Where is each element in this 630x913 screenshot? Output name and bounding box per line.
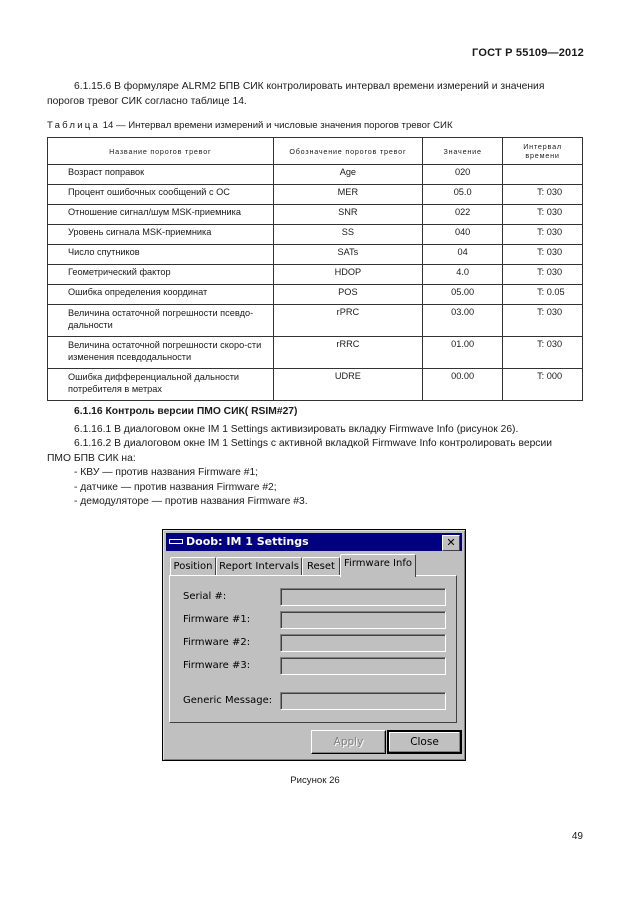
- cell-code: rRRC: [273, 337, 423, 369]
- cell-interval: T: 030: [503, 225, 583, 245]
- firmware2-field[interactable]: [280, 634, 446, 652]
- generic-message-label: Generic Message:: [183, 695, 273, 706]
- firmware1-field[interactable]: [280, 611, 446, 629]
- cell-value: 00.00: [423, 369, 503, 401]
- cell-code: Age: [273, 165, 423, 185]
- cell-value: 4.0: [423, 265, 503, 285]
- cell-value: 04: [423, 245, 503, 265]
- section-title: 6.1.16 Контроль версии ПМО СИК( RSIM#27): [74, 406, 298, 417]
- section-body: [47, 423, 583, 509]
- table-caption-text: 14 — Интервал времени измерений и числовые значения порогов тревог СИК: [102, 120, 453, 131]
- intro-paragraph: [47, 80, 583, 109]
- cell-name: Величина остаточной погрешности скоро-сти изменения псевдодальности: [48, 337, 274, 369]
- firmware3-field[interactable]: [280, 657, 446, 675]
- alarm-thresholds-table: [47, 137, 583, 401]
- firmware2-label: Firmware #2:: [183, 637, 251, 648]
- table-caption-prefix: Таблица: [47, 120, 101, 131]
- header-name: Название порогов тревог: [48, 138, 274, 165]
- dialog-titlebar[interactable]: [166, 533, 462, 551]
- table-row: [48, 265, 583, 285]
- paragraph-6-1-16-1: 6.1.16.1 В диалоговом окне IM 1 Settings активизировать вкладку Firmwave Info (рисунок 26).: [74, 424, 519, 435]
- tab-report-intervals[interactable]: Report Intervals: [216, 557, 302, 576]
- table-caption: [47, 120, 453, 131]
- cell-name: Возраст поправок: [48, 165, 274, 185]
- page-number: 49: [571, 831, 583, 842]
- firmware1-label: Firmware #1:: [183, 614, 251, 625]
- window-menu-icon[interactable]: [169, 539, 183, 544]
- figure-caption: Рисунок 26: [290, 775, 340, 786]
- cell-code: rPRC: [273, 305, 423, 337]
- paragraph-6-1-16-2-cont: ПМО БПВ СИК на:: [47, 452, 136, 464]
- cell-code: SS: [273, 225, 423, 245]
- cell-interval: [503, 165, 583, 185]
- cell-code: HDOP: [273, 265, 423, 285]
- table-row: [48, 185, 583, 205]
- header-interval: Интервал времени: [503, 138, 583, 165]
- cell-name: Число спутников: [48, 245, 274, 265]
- serial-field[interactable]: [280, 588, 446, 606]
- table-header-row: [48, 138, 583, 165]
- header-code: Обозначение порогов тревог: [273, 138, 423, 165]
- cell-value: 040: [423, 225, 503, 245]
- cell-interval: T: 030: [503, 245, 583, 265]
- close-icon[interactable]: ✕: [442, 535, 460, 551]
- intro-line-2: порогов тревог СИК согласно таблице 14.: [47, 95, 247, 107]
- cell-name: Величина остаточной погрешности псевдо-дальности: [48, 305, 274, 337]
- cell-code: POS: [273, 285, 423, 305]
- generic-message-field[interactable]: [280, 692, 446, 710]
- intro-line-1: 6.1.15.6 В формуляре ALRM2 БПВ СИК контролировать интервал времени измерений и значения: [74, 81, 545, 92]
- cell-value: 020: [423, 165, 503, 185]
- cell-name: Отношение сигнал/шум MSK-приемника: [48, 205, 274, 225]
- cell-name: Процент ошибочных сообщений с ОС: [48, 185, 274, 205]
- cell-value: 01.00: [423, 337, 503, 369]
- paragraph-6-1-16-2: 6.1.16.2 В диалоговом окне IM 1 Settings с активной вкладкой Firmwave Info контролировать версии: [74, 438, 552, 450]
- table-row: [48, 165, 583, 185]
- im1-settings-dialog: [162, 529, 466, 761]
- tab-firmware-info[interactable]: Firmware Info: [340, 554, 416, 577]
- cell-interval: T: 030: [503, 337, 583, 369]
- cell-name: Уровень сигнала MSK-приемника: [48, 225, 274, 245]
- cell-code: MER: [273, 185, 423, 205]
- cell-code: SATs: [273, 245, 423, 265]
- table-row: [48, 285, 583, 305]
- tab-reset[interactable]: Reset: [302, 557, 340, 576]
- list-item: - КВУ — против названия Firmware #1;: [74, 467, 259, 479]
- cell-interval: T: 030: [503, 305, 583, 337]
- cell-value: 03.00: [423, 305, 503, 337]
- close-button[interactable]: Close: [387, 730, 462, 754]
- cell-code: UDRE: [273, 369, 423, 401]
- cell-name: Геометрический фактор: [48, 265, 274, 285]
- cell-interval: T: 000: [503, 369, 583, 401]
- list-item: - демодуляторе — против названия Firmware #3.: [74, 496, 308, 508]
- table-row: [48, 305, 583, 337]
- table-row: [48, 337, 583, 369]
- cell-name: Ошибка определения координат: [48, 285, 274, 305]
- cell-value: 022: [423, 205, 503, 225]
- header-value: Значение: [423, 138, 503, 165]
- cell-interval: T: 0.05: [503, 285, 583, 305]
- firmware-info-panel: [169, 575, 457, 723]
- dialog-title: Doob: IM 1 Settings: [186, 535, 309, 548]
- cell-code: SNR: [273, 205, 423, 225]
- table-row: [48, 205, 583, 225]
- list-item: - датчике — против названия Firmware #2;: [74, 481, 277, 493]
- cell-interval: T: 030: [503, 205, 583, 225]
- table-row: [48, 369, 583, 401]
- cell-name: Ошибка дифференциальной дальности потребителя в метрах: [48, 369, 274, 401]
- cell-interval: T: 030: [503, 265, 583, 285]
- firmware3-label: Firmware #3:: [183, 660, 251, 671]
- apply-button[interactable]: Apply: [311, 730, 386, 754]
- cell-interval: T: 030: [503, 185, 583, 205]
- table-row: [48, 245, 583, 265]
- cell-value: 05.00: [423, 285, 503, 305]
- cell-value: 05.0: [423, 185, 503, 205]
- document-header: ГОСТ Р 55109—2012: [472, 47, 584, 59]
- tab-position[interactable]: Position: [170, 557, 216, 576]
- serial-label: Serial #:: [183, 591, 227, 602]
- table-row: [48, 225, 583, 245]
